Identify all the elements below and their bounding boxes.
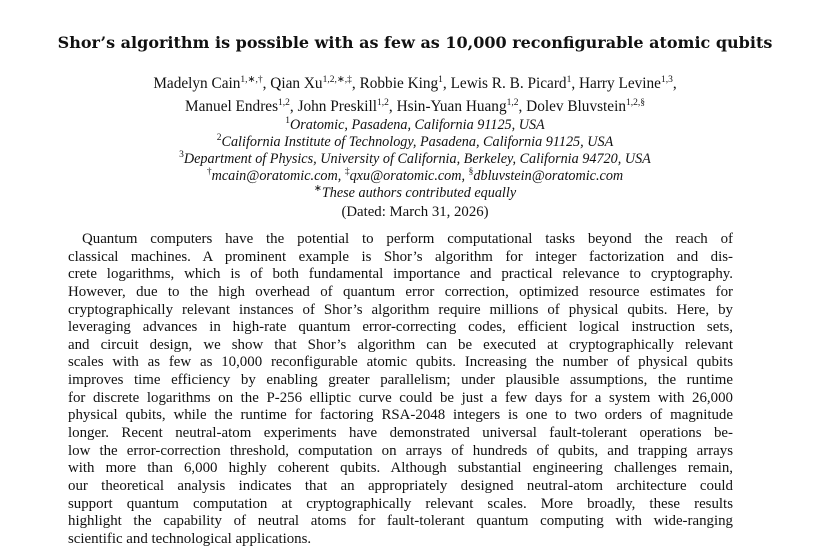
email-address: mcain@oratomic.com, [211,168,342,184]
author-affiliation-mark: 1,2 [377,98,389,108]
author-affiliation-mark: 1,2,§ [626,98,645,108]
author-list-line-2: Manuel Endres$^{1,2}$, John Preskill$^{1,2}$, Hsin-Yuan Huang$^{1,2}$, Dolev Bluvstein$^{1,2,\S}$ [185,98,645,115]
author-affiliation-mark: 1,2 [278,98,290,108]
affiliation-mark: 3 [179,150,184,160]
abstract-line: However, due to the high overhead of quantum error correction, optimized resource estimates for [68,283,733,300]
author-name: Harry Levine [578,75,661,92]
email-address: dbluvstein@oratomic.com [473,168,624,184]
author-affiliation-mark: 1,3 [660,75,673,85]
affiliation-1 [0,116,830,134]
abstract-line: Quantum computers have the potential to perform computational tasks beyond the reach of [82,231,733,247]
affiliation-3 [0,150,830,168]
author-name: John Preskill [297,98,378,115]
abstract-line: with more than 6,000 highly coherent qubits. Although substantial engineering challenges remain, [68,460,733,477]
author-affiliation-mark: 1 [566,75,572,85]
dated-line: (Dated: March 31, 2026) [341,204,489,220]
abstract-line: for discrete logarithms on the P-256 elliptic curve could be just a few days for a system with 26,000 [68,389,733,406]
author-list-line-1: Madelyn Cain$^{1,∗,\dagger}$, Qian $Xu^{1,2,∗,\ddagger}$, Robbie King$^1$, Lewis R. B. Picard$^1$, Harry Levine$^{1,3}$, [153,75,677,92]
abstract-line: highlight the capability of neutral atoms for fault-tolerant quantum computing with wide-ranging [68,513,733,530]
author-name: Robbie King [359,75,439,92]
affiliation-2 [0,133,830,151]
abstract [68,231,733,549]
abstract-line: our theoretical analysis indicates that an appropriately designed neutral-atom architecture could [68,477,733,494]
abstract-line: scientific and technological applications. [68,530,312,547]
affiliation-mark: 1 [285,116,291,126]
author-affiliation-mark: 1,∗,† [240,75,263,85]
abstract-line: and circuit design, we show that Shor’s algorithm can be executed at cryptographically relevant [68,336,733,353]
author-affiliation-mark: 1 [438,75,443,85]
abstract-line: cryptographically relevant instances of Shor’s algorithm require millions of physical qubits. Here, by [68,301,733,318]
equal-contribution-mark: ∗ [313,184,322,194]
email-mark: § [468,167,474,177]
abstract-line: improves time efficiency by enabling greater parallelism; under plausible assumptions, the runtime [68,372,733,389]
contact-emails [0,167,830,185]
email-address: qxu@oratomic.com, [349,168,466,184]
equal-contribution-note [0,184,830,202]
affiliation-text: Department of Physics, University of California, Berkeley, California 94720, USA [183,151,651,167]
author-name: Qian Xu [270,75,323,92]
author-name: Manuel Endres [185,98,279,115]
author-affiliation-mark: 1,2 [506,98,519,108]
author-affiliation-mark: 1,2,∗,‡ [322,75,352,85]
abstract-line: support quantum computation at cryptographically relevant scales. More broadly, these results [68,495,733,512]
equal-contribution-text: These authors contributed equally [321,185,517,201]
abstract-line: longer. Recent neutral-atom experiments have demonstrated universal fault-tolerant operations be- [68,425,733,442]
affiliation-text: Oratomic, Pasadena, California 91125, USA [290,117,545,133]
author-name: Lewis R. B. Picard [450,75,567,92]
email-mark: † [206,167,212,177]
author-name: Hsin-Yuan Huang [396,98,507,115]
paper-title: Shor’s algorithm is possible with as few as 10,000 reconfigurable atomic qubits [57,33,773,52]
affiliation-mark: 2 [216,133,222,143]
abstract-line: scales with as few as 10,000 reconfigurable atomic qubits. Increasing the number of physical qubits [68,354,733,371]
affiliation-text: California Institute of Technology, Pasadena, California 91125, USA [221,134,614,150]
abstract-line: physical qubits, while the runtime for factoring RSA-2048 integers is one to two orders of magnitude [68,407,733,424]
abstract-line: leveraging advances in high-rate quantum error-correcting codes, efficient logical instruction sets, [68,319,733,336]
abstract-line: low the error-correction threshold, computation on arrays of hundreds of qubits, and trapping arrays [68,442,733,459]
author-name: Madelyn Cain [153,75,241,92]
abstract-line: crete logarithms, which is of both fundamental importance and practical relevance to cryptography. [68,266,733,283]
abstract-line: classical machines. A prominent example is Shor’s algorithm for integer factorization and dis- [68,248,733,265]
email-mark: ‡ [344,167,350,177]
author-name: Dolev Bluvstein [526,98,626,115]
